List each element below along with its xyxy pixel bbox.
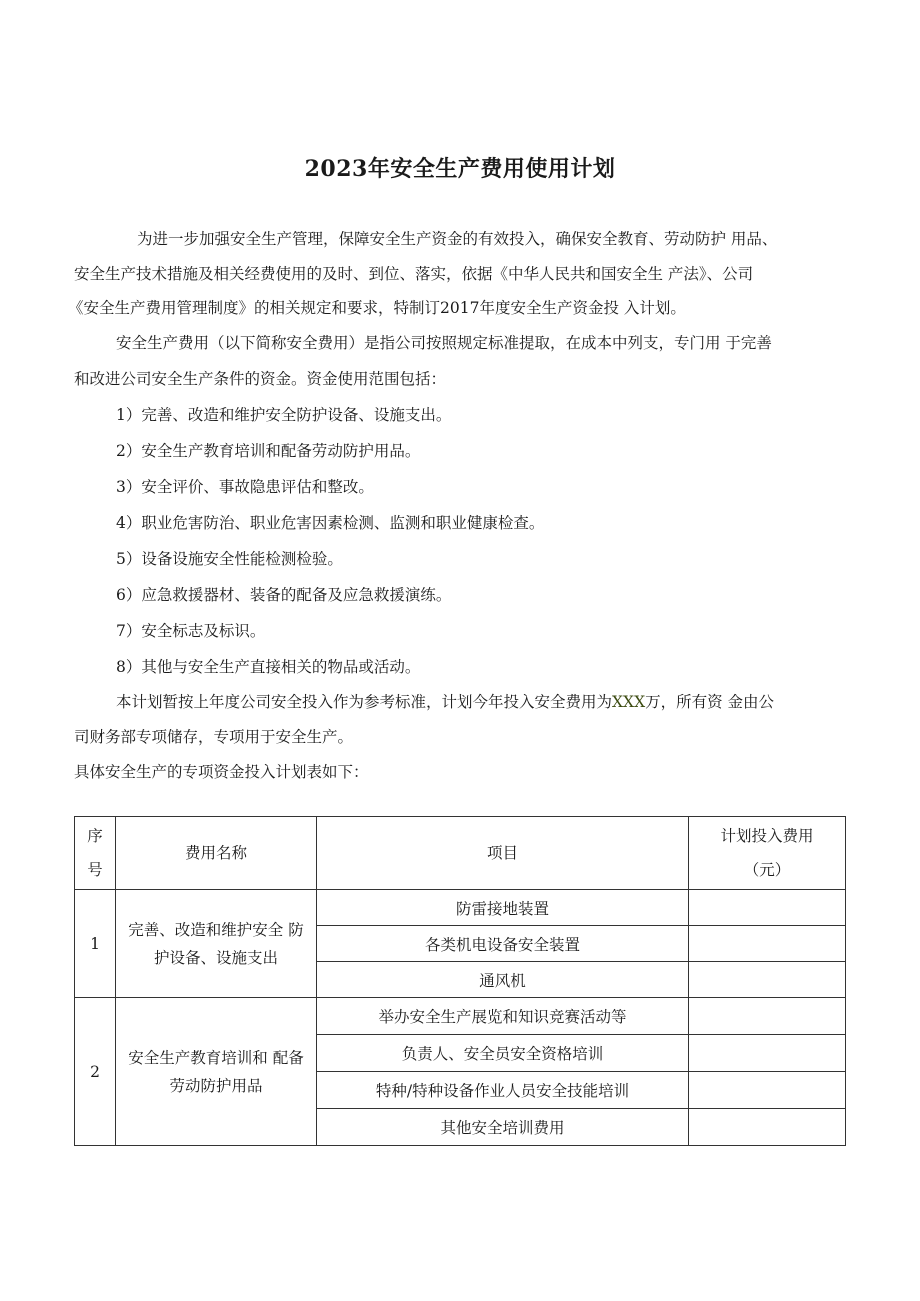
scope-item: 6）应急救援器材、装备的配备及应急救援演练。 xyxy=(116,586,452,604)
row-project: 举办安全生产展览和知识竞赛活动等 xyxy=(317,998,689,1035)
scope-item: 5）设备设施安全性能检测检验。 xyxy=(116,550,343,568)
row-project: 防雷接地装置 xyxy=(317,890,689,926)
intro-line-2: 安全生产技术措施及相关经费使用的及时、到位、落实，依据《中华人民共和国安全生 产法》、公司 xyxy=(74,265,754,283)
plan-line-3: 具体安全生产的专项资金投入计划表如下： xyxy=(74,763,369,781)
row-number: 2 xyxy=(75,998,116,1146)
budget-table xyxy=(74,816,846,1146)
scope-item: 2）安全生产教育培训和配备劳动防护用品。 xyxy=(116,442,421,460)
row-project: 负责人、安全员安全资格培训 xyxy=(317,1035,689,1072)
header-number: 序 号 xyxy=(75,817,116,890)
table-row xyxy=(75,998,846,1035)
plan-text-a: 本计划暂按上年度公司安全投入作为参考标准，计划今年投入安全费用为 xyxy=(116,693,613,711)
plan-amount: XXX xyxy=(612,693,646,711)
table-header-row xyxy=(75,817,846,890)
row-project: 各类机电设备安全装置 xyxy=(317,926,689,962)
scope-item: 3）安全评价、事故隐患评估和整改。 xyxy=(116,478,374,496)
intro-line-1: 为进一步加强安全生产管理，保障安全生产资金的有效投入，确保安全教育、劳动防护 用品、 xyxy=(137,230,778,248)
row-cost[interactable] xyxy=(689,926,846,962)
header-project: 项目 xyxy=(317,817,689,890)
intro-line-3: 《安全生产费用管理制度》的相关规定和要求，特制订2017年度安全生产资金投 入计划。 xyxy=(68,299,686,317)
row-cost[interactable] xyxy=(689,890,846,926)
scope-item: 7）安全标志及标识。 xyxy=(116,622,266,640)
scope-item: 4）职业危害防治、职业危害因素检测、监测和职业健康检查。 xyxy=(116,514,545,532)
header-expense-name: 费用名称 xyxy=(116,817,317,890)
row-project: 其他安全培训费用 xyxy=(317,1109,689,1146)
row-project: 特种/特种设备作业人员安全技能培训 xyxy=(317,1072,689,1109)
row-cost[interactable] xyxy=(689,1035,846,1072)
table-row xyxy=(75,890,846,926)
row-cost[interactable] xyxy=(689,1109,846,1146)
plan-text-b: 万，所有资 金由公 xyxy=(645,693,775,711)
row-cost[interactable] xyxy=(689,962,846,998)
row-cost[interactable] xyxy=(689,998,846,1035)
row-project: 通风机 xyxy=(317,962,689,998)
plan-line-2: 司财务部专项储存，专项用于安全生产。 xyxy=(74,728,354,746)
plan-line-1 xyxy=(116,692,774,712)
header-planned-cost: 计划投入费用 （元） xyxy=(689,817,846,890)
document-title: 2023年安全生产费用使用计划 xyxy=(304,156,616,182)
row-cost[interactable] xyxy=(689,1072,846,1109)
definition-line-1: 安全生产费用（以下简称安全费用）是指公司按照规定标准提取，在成本中列支，专门用 于完善 xyxy=(116,334,772,352)
row-number: 1 xyxy=(75,890,116,998)
scope-item: 8）其他与安全生产直接相关的物品或活动。 xyxy=(116,658,421,676)
definition-line-2: 和改进公司安全生产条件的资金。资金使用范围包括： xyxy=(74,370,447,388)
row-expense-name: 完善、改造和维护安全 防 护设备、设施支出 xyxy=(116,890,317,998)
scope-item: 1）完善、改造和维护安全防护设备、设施支出。 xyxy=(116,406,452,424)
row-expense-name: 安全生产教育培训和 配备 劳动防护用品 xyxy=(116,998,317,1146)
